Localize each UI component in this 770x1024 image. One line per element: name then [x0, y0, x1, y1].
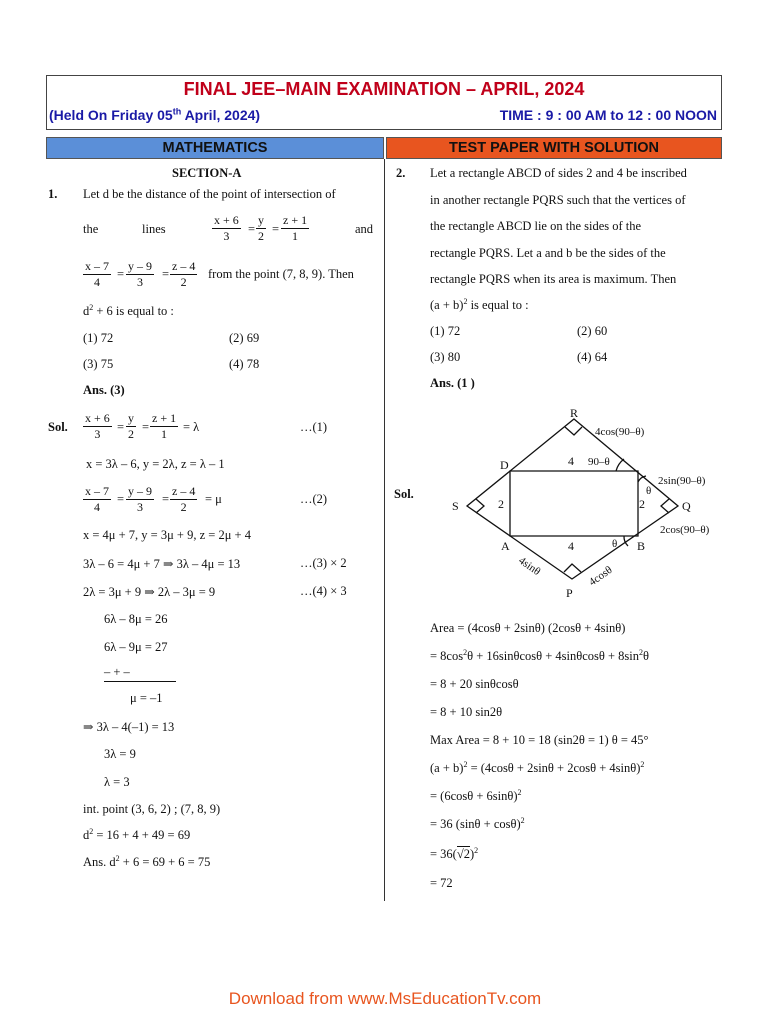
- q1-lines: lines: [142, 222, 166, 236]
- label-90-theta: 90–θ: [588, 456, 610, 468]
- held-pre: (Held On Friday 05: [49, 107, 173, 123]
- sol1-line: μ = –1: [130, 691, 163, 705]
- sol1-line: 2λ = 3μ + 9 ⇒ 2λ – 3μ = 9: [83, 585, 216, 599]
- label-left-2: 2: [498, 497, 504, 511]
- sol1-frac-x: $\frac{x + 6}{3}$: [85, 411, 110, 441]
- q1-and: and: [355, 222, 374, 236]
- q2-line: the rectangle ABCD lie on the sides of the: [430, 219, 642, 233]
- sol2-line: $(a + b)^2 = (4\cos\theta + 2\sin\theta + 2\cos\theta + 4\sin\theta)^2$: [430, 759, 645, 775]
- eq-sign: =: [117, 420, 125, 434]
- q1-frac-y: $\frac{y}{2}$: [258, 213, 264, 243]
- rectangle-diagram: [440, 400, 730, 605]
- exam-title: FINAL JEE–MAIN EXAMINATION – APRIL, 2024: [183, 79, 585, 99]
- sol1-line: x = 4μ + 7, y = 3μ + 9, z = 2μ + 4: [83, 528, 251, 542]
- q2-option-4: (4) 64: [577, 350, 608, 364]
- sol1-line: 3λ – 6 = 4μ + 7 ⇒ 3λ – 4μ = 13: [83, 557, 241, 571]
- sol1-line: λ = 3: [104, 775, 130, 789]
- label-theta-1: θ: [646, 485, 652, 497]
- q1-answer: Ans. (3): [83, 383, 125, 397]
- label-sp: 4sinθ: [516, 554, 543, 578]
- footer-download-link[interactable]: Download from www.MsEducationTv.com: [228, 989, 542, 1008]
- sol1-tag: …(4) × 3: [300, 584, 347, 598]
- held-sup: th: [172, 106, 182, 117]
- label-right-2: 2: [639, 497, 645, 511]
- q2-line: Let a rectangle ABCD of sides 2 and 4 be inscribed: [430, 166, 687, 180]
- eq-sign: =: [142, 420, 150, 434]
- label-S: S: [452, 499, 459, 513]
- sol2-line: = 72: [430, 876, 453, 890]
- sol2-line: = $(6\cos\theta + 6\sin\theta)^2$: [430, 787, 522, 803]
- sol2-line: Max Area = 8 + 10 = 18 (sin2θ = 1) θ = 45°: [430, 733, 649, 747]
- q2-answer: Ans. (1 ): [430, 376, 475, 390]
- sol1-line: int. point (3, 6, 2) ; (7, 8, 9): [83, 802, 221, 816]
- label-q-bot: 2cos(90–θ): [660, 524, 710, 536]
- q2-line: rectangle PQRS. Let a and b be the sides of the: [430, 246, 666, 260]
- sol2-line: = 8 + 20 sinθcosθ: [430, 677, 519, 691]
- q1-line1: Let d be the distance of the point of intersection of: [83, 187, 336, 201]
- sol1-frac-x2: $\frac{x - 7}{4}$: [85, 484, 109, 514]
- sol1-answer: Ans. $d^2 + 6 = 69 + 6 = 75$: [83, 853, 211, 869]
- sol1-line: 3λ = 9: [104, 747, 136, 761]
- label-B: B: [637, 539, 646, 553]
- q2-line: in another rectangle PQRS such that the vertices of: [430, 193, 686, 207]
- label-D: D: [500, 458, 509, 472]
- q1-option-2: (2) 69: [229, 331, 260, 345]
- sol1-frac-y2: $\frac{y - 9}{3}$: [128, 484, 152, 514]
- sol2-line: = 36 $(\sin\theta + \cos\theta)^2$: [430, 815, 525, 831]
- sol1-tag: …(3) × 2: [300, 556, 347, 570]
- sol1-frac-z: $\frac{z + 1}{1}$: [152, 411, 177, 441]
- label-Q: Q: [682, 499, 691, 513]
- subject-band: MATHEMATICS: [46, 137, 384, 159]
- sol1-eq2-tail: = μ: [205, 492, 222, 506]
- sol2-label: Sol.: [394, 487, 414, 501]
- q1-frac-x: $\frac{x + 6}{3}$: [214, 213, 239, 243]
- q2-option-3: (3) 80: [430, 350, 461, 364]
- q1-from: from the point (7, 8, 9). Then: [208, 267, 354, 281]
- sol1-eq2-tag: …(2): [300, 492, 328, 506]
- label-q-top: 2sin(90–θ): [658, 475, 706, 487]
- exam-header: [46, 75, 722, 130]
- q2-line: $(a + b)^2$ is equal to :: [430, 296, 529, 312]
- q1-frac-z2: $\frac{z - 4}{2}$: [172, 259, 196, 289]
- eq-sign: =: [162, 492, 170, 506]
- sol1-label: Sol.: [48, 420, 68, 434]
- q2-option-1: (1) 72: [430, 324, 461, 338]
- label-top-4: 4: [568, 454, 574, 468]
- sol1-eq1-tag: …(1): [300, 420, 328, 434]
- q1-option-3: (3) 75: [83, 357, 114, 371]
- eq-sign: =: [117, 492, 125, 506]
- q2-option-2: (2) 60: [577, 324, 608, 338]
- sol1-line: 6λ – 8μ = 26: [104, 612, 168, 626]
- label-P: P: [566, 586, 573, 600]
- sol1-frac-y: $\frac{y}{2}$: [128, 411, 134, 441]
- sol1-line: 6λ – 9μ = 27: [104, 640, 168, 654]
- q1-frac-x2: $\frac{x - 7}{4}$: [85, 259, 109, 289]
- sol1-eq1-tail: = λ: [183, 420, 200, 434]
- sol2-line: = 8 + 10 sin2θ: [430, 705, 503, 719]
- sol1-line: x = 3λ – 6, y = 2λ, z = λ – 1: [86, 457, 225, 471]
- sol2-line: Area = (4cosθ + 2sinθ) (2cosθ + 4sinθ): [430, 621, 626, 635]
- q1-number: 1.: [48, 187, 58, 201]
- label-A: A: [501, 539, 510, 553]
- sol1-rule: [104, 681, 176, 682]
- section-heading: SECTION-A: [172, 166, 242, 180]
- label-R: R: [570, 406, 579, 420]
- sol2-line: = $8\cos^2\theta + 16\sin\theta\cos\theta + 4\sin\theta\cos\theta + 8\sin^2\theta$: [430, 647, 650, 663]
- eq-sign: =: [272, 222, 280, 236]
- eq-sign: =: [117, 267, 125, 281]
- q1-option-1: (1) 72: [83, 331, 114, 345]
- sol1-line: ⇒ 3λ – 4(–1) = 13: [83, 720, 175, 734]
- eq-sign: =: [248, 222, 256, 236]
- sol1-signs: – + –: [104, 665, 130, 679]
- label-pq: 4cosθ: [586, 564, 615, 589]
- sol1-frac-z2: $\frac{z - 4}{2}$: [172, 484, 196, 514]
- exam-time: TIME : 9 : 00 AM to 12 : 00 NOON: [499, 107, 717, 123]
- q1-option-4: (4) 78: [229, 357, 260, 371]
- q2-line: rectangle PQRS when its area is maximum. Then: [430, 272, 677, 286]
- held-on-date: [49, 107, 260, 123]
- q1-dline: $d^2 + 6$ is equal to :: [83, 302, 174, 318]
- eq-sign: =: [162, 267, 170, 281]
- label-theta-2: θ: [612, 538, 618, 550]
- q1-frac-z: $\frac{z + 1}{1}$: [283, 213, 308, 243]
- q1-the: the: [83, 222, 99, 236]
- q2-number: 2.: [396, 166, 406, 180]
- label-rq: 4cos(90–θ): [595, 426, 645, 438]
- held-post: April, 2024): [181, 107, 261, 123]
- sol2-line: = $36(√2)^2$: [430, 845, 479, 861]
- rect-abcd: [510, 471, 638, 536]
- q1-frac-y2: $\frac{y - 9}{3}$: [128, 259, 152, 289]
- column-divider: [384, 159, 385, 901]
- sol1-line: $d^2 = 16 + 4 + 49 = 69$: [83, 826, 191, 842]
- label-bot-4: 4: [568, 539, 574, 553]
- paper-band: TEST PAPER WITH SOLUTION: [386, 137, 722, 159]
